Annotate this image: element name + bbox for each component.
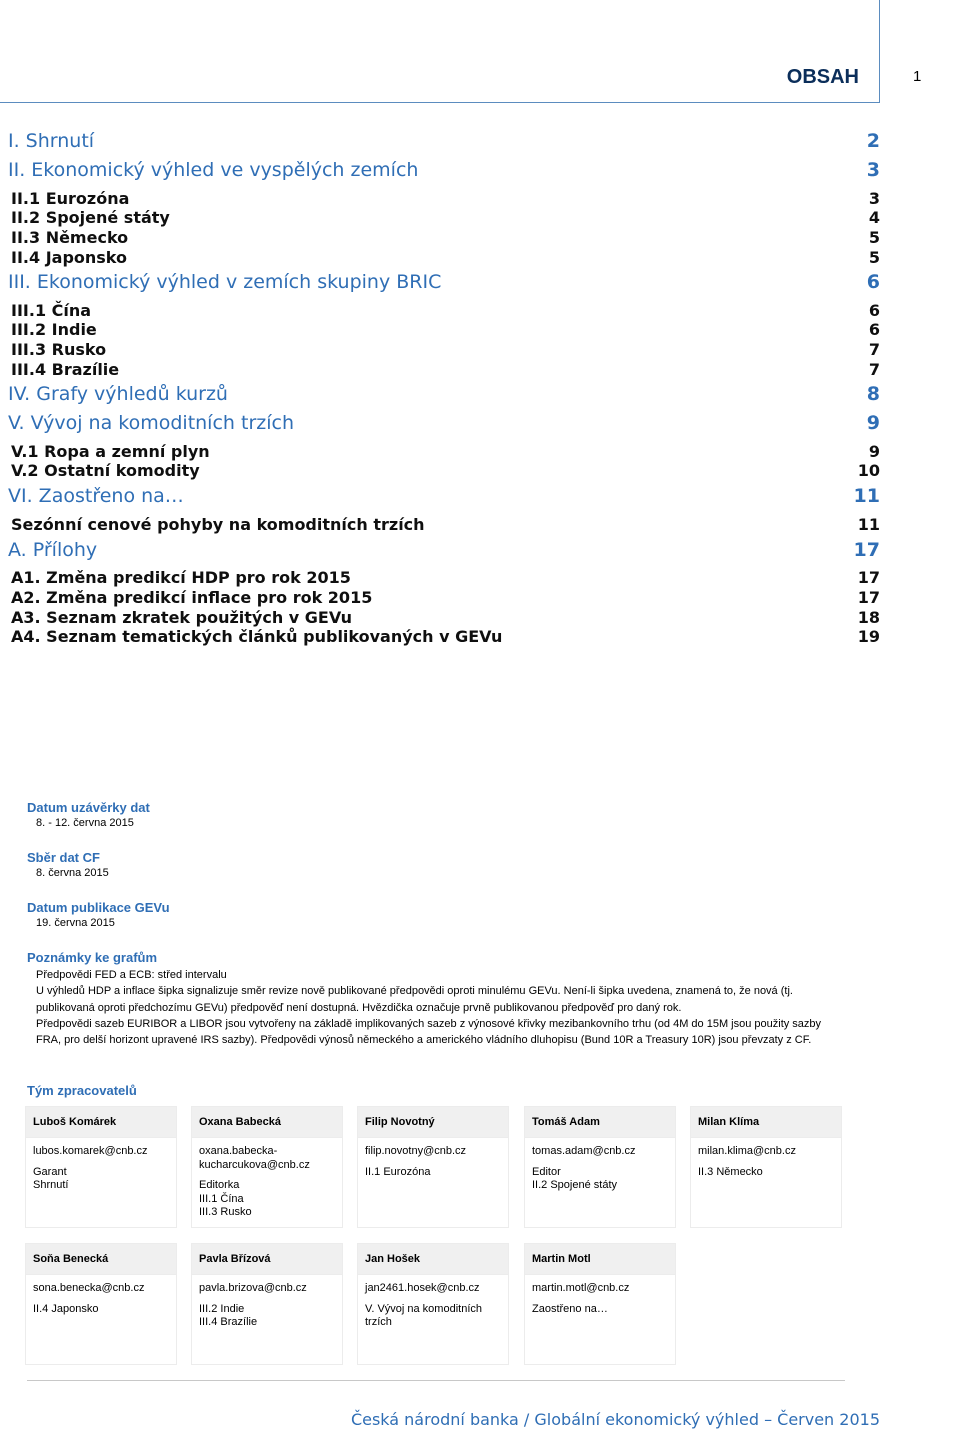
toc-entry-title: A. Přílohy — [8, 539, 98, 561]
toc-entry-title: III.3 Rusko — [11, 340, 107, 359]
team-member-email[interactable]: sona.benecka@cnb.cz — [33, 1282, 145, 1294]
toc-entry-title: III.1 Čína — [11, 301, 92, 320]
team-member-card — [690, 1106, 842, 1228]
team-member-roles — [532, 1166, 675, 1193]
team-member-name: Martin Motl — [525, 1244, 675, 1275]
toc-entry-page: 2 — [866, 130, 880, 152]
header-divider-vertical — [879, 0, 880, 103]
team-member-role: II.2 Spojené státy — [532, 1179, 617, 1191]
toc-entry-page: 17 — [857, 568, 880, 587]
toc-entry-page: 9 — [868, 442, 880, 461]
team-heading: Tým zpracovatelů — [27, 1083, 137, 1098]
toc-entry-title: II. Ekonomický výhled ve vyspělých zemích — [8, 159, 419, 181]
team-member-role: trzích — [365, 1316, 392, 1328]
team-member-role: Editor — [532, 1165, 561, 1178]
team-member-roles — [698, 1166, 841, 1180]
toc-entry-page: 11 — [853, 485, 880, 507]
team-member-card — [524, 1106, 676, 1228]
team-member-name: Milan Klíma — [691, 1107, 841, 1138]
toc-entry-page: 8 — [866, 383, 880, 405]
team-member-name: Soňa Benecká — [26, 1244, 176, 1275]
page-number: 1 — [913, 68, 922, 85]
team-member-card — [25, 1243, 177, 1365]
toc-entry-title: II.1 Eurozóna — [11, 189, 130, 208]
toc-entry-page: 17 — [857, 588, 880, 607]
closing-date-block — [27, 800, 150, 829]
toc-entry-page: 4 — [868, 208, 880, 227]
chart-note: Předpovědi sazeb EURIBOR a LIBOR jsou vytvořeny na základě implikovaných sazeb z výnosové křivky mezibankovního trhu (od 4M do 15M jsou použity sazby FRA, pro delší horizont upravené IRS sazby). Předpovědi výnosů německého a amerického vládního dluhopisu (Bund 10R a Treasury 10R) jsou převzaty z CF. — [36, 1017, 822, 1047]
toc-entry-title: V.1 Ropa a zemní plyn — [11, 442, 210, 461]
toc-entry-page: 19 — [857, 627, 880, 646]
team-member-email[interactable]: tomas.adam@cnb.cz — [532, 1145, 636, 1157]
toc-entry-title: V. Vývoj na komoditních trzích — [8, 412, 294, 434]
team-member-card — [357, 1243, 509, 1365]
team-member-role: Garant — [33, 1165, 67, 1178]
toc-entry-title: A2. Změna predikcí inflace pro rok 2015 — [11, 588, 373, 607]
cf-collection-value: 8. června 2015 — [36, 867, 109, 879]
toc-entry-title: A1. Změna predikcí HDP pro rok 2015 — [11, 568, 351, 587]
team-member-name: Tomáš Adam — [525, 1107, 675, 1138]
toc-entry-title: IV. Grafy výhledů kurzů — [8, 383, 228, 405]
team-member-role: III.3 Rusko — [199, 1206, 252, 1218]
team-member-role: III.1 Čína — [199, 1192, 244, 1205]
toc-entry-page: 6 — [868, 301, 880, 320]
toc-entry-page: 10 — [857, 461, 880, 480]
team-member-role: II.4 Japonsko — [33, 1302, 99, 1315]
publication-date-block — [27, 900, 170, 929]
team-member-role: III.4 Brazílie — [199, 1316, 258, 1328]
team-member-role: V. Vývoj na komoditních — [365, 1302, 482, 1315]
toc-entry-title: II.2 Spojené státy — [11, 208, 170, 227]
toc-entry-page: 7 — [868, 360, 880, 379]
toc-entry-page: 17 — [853, 539, 880, 561]
chart-notes — [36, 967, 836, 1048]
team-member-email[interactable]: milan.klima@cnb.cz — [698, 1145, 796, 1157]
toc-entry-page: 18 — [857, 608, 880, 627]
toc-entry-page: 5 — [868, 228, 880, 247]
toc-entry-page: 3 — [866, 159, 880, 181]
page-title: OBSAH — [786, 66, 859, 88]
team-member-role: II.3 Německo — [698, 1165, 763, 1178]
toc-entry-title: V.2 Ostatní komodity — [11, 461, 200, 480]
cf-collection-label: Sběr dat CF — [27, 850, 100, 865]
chart-notes-heading: Poznámky ke grafům — [27, 950, 158, 965]
cf-collection-block — [27, 850, 109, 879]
team-member-name: Filip Novotný — [358, 1107, 508, 1138]
team-member-email-line: oxana.babecka- — [199, 1145, 278, 1157]
toc-entry-title: III.4 Brazílie — [11, 360, 120, 379]
team-member-role: II.1 Eurozóna — [365, 1165, 431, 1178]
toc-entry-page: 7 — [868, 340, 880, 359]
team-member-email-line: kucharcukova@cnb.cz — [199, 1158, 310, 1171]
toc-entry-title: VI. Zaostřeno na… — [8, 485, 184, 507]
toc-entry-title: II.4 Japonsko — [11, 248, 127, 267]
team-member-roles — [199, 1179, 342, 1220]
toc-entry-title: II.3 Německo — [11, 228, 129, 247]
team-member-email[interactable]: jan2461.hosek@cnb.cz — [365, 1282, 480, 1294]
toc-entry-title: III.2 Indie — [11, 320, 97, 339]
team-member-role: Zaostřeno na… — [532, 1302, 608, 1315]
toc-entry-page: 11 — [857, 515, 880, 534]
publication-date-label: Datum publikace GEVu — [27, 900, 170, 915]
header-divider-horizontal — [0, 102, 880, 103]
toc-entry-title: I. Shrnutí — [8, 130, 95, 152]
team-member-role: Editorka — [199, 1179, 240, 1191]
team-member-card — [191, 1243, 343, 1365]
toc-entry-title: A3. Seznam zkratek použitých v GEVu — [11, 608, 353, 627]
toc-entry-page: 3 — [868, 189, 880, 208]
closing-date-label: Datum uzávěrky dat — [27, 800, 150, 815]
footer-divider — [27, 1380, 845, 1381]
team-member-email[interactable]: lubos.komarek@cnb.cz — [33, 1145, 148, 1157]
footer-text: Česká národní banka / Globální ekonomický výhled – Červen 2015 — [350, 1410, 880, 1429]
toc-entry-page: 9 — [866, 412, 880, 434]
team-member-name: Pavla Břízová — [192, 1244, 342, 1275]
toc-entry-title: Sezónní cenové pohyby na komoditních trzích — [11, 515, 425, 534]
toc-entry-title: III. Ekonomický výhled v zemích skupiny BRIC — [8, 271, 442, 293]
toc-entry-page: 6 — [868, 320, 880, 339]
team-member-roles — [199, 1303, 342, 1330]
team-member-name: Jan Hošek — [358, 1244, 508, 1275]
chart-note: U výhledů HDP a inflace šipka signalizuje směr revize nově publikované předpovědi oproti minulému GEVu. Není-li šipka uvedena, znamená to, že nová (tj. publikovaná oproti předchozímu GEVu) předpověď není dostupná. Hvězdička označuje prvně publikovanou předpověď pro daný rok. — [36, 985, 793, 1014]
chart-note: Předpovědi FED a ECB: střed intervalu — [36, 969, 227, 981]
team-member-roles — [33, 1166, 176, 1193]
team-member-role: III.2 Indie — [199, 1302, 245, 1315]
team-member-email[interactable]: filip.novotny@cnb.cz — [365, 1145, 467, 1157]
team-member-roles — [365, 1166, 508, 1180]
toc-entry-page: 6 — [866, 271, 880, 293]
chart-notes-heading-block — [27, 950, 157, 965]
team-member-roles — [365, 1303, 508, 1330]
team-member-email[interactable]: martin.motl@cnb.cz — [532, 1282, 630, 1294]
team-member-roles — [532, 1303, 675, 1317]
team-member-email[interactable] — [199, 1145, 342, 1172]
team-member-card — [25, 1106, 177, 1228]
team-member-name: Luboš Komárek — [26, 1107, 176, 1138]
publication-date-value: 19. června 2015 — [36, 917, 115, 929]
team-member-card — [524, 1243, 676, 1365]
toc-entry-title: A4. Seznam tematických článků publikovaných v GEVu — [11, 627, 503, 646]
closing-date-value: 8. - 12. června 2015 — [36, 817, 134, 829]
team-member-email[interactable]: pavla.brizova@cnb.cz — [199, 1282, 307, 1294]
team-member-name: Oxana Babecká — [192, 1107, 342, 1138]
team-member-card — [357, 1106, 509, 1228]
team-member-roles — [33, 1303, 176, 1317]
team-member-role: Shrnutí — [33, 1179, 69, 1191]
team-member-card — [191, 1106, 343, 1228]
toc-entry-page: 5 — [868, 248, 880, 267]
